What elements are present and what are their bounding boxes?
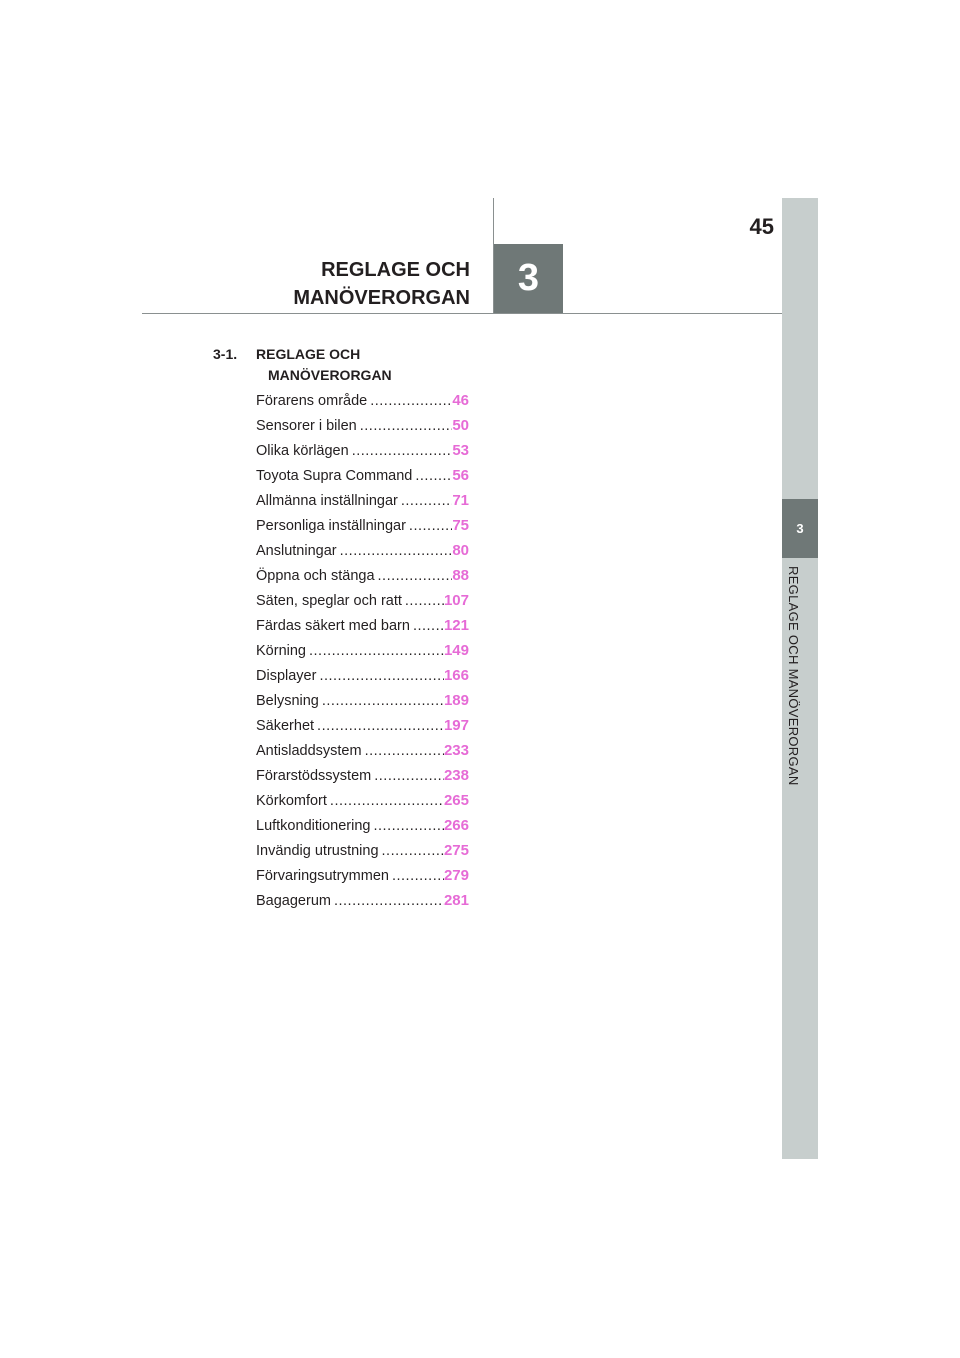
toc-dot-leader: [398, 493, 452, 509]
toc-entry[interactable]: [256, 767, 469, 792]
toc-entry-title: Förarens område: [256, 393, 368, 409]
toc-entry[interactable]: [256, 817, 469, 842]
toc-entry-title: Luftkonditionering: [256, 818, 371, 834]
toc-dot-leader: [362, 743, 444, 759]
toc-dot-leader: [389, 868, 444, 884]
toc-entry-page-link[interactable]: 107: [443, 592, 469, 609]
toc-entry[interactable]: [256, 542, 469, 567]
toc-entry-title: Olika körlägen: [256, 443, 349, 459]
toc-entry-title: Förvaringsutrymmen: [256, 868, 389, 884]
toc-entry-page-link[interactable]: 71: [452, 492, 469, 509]
toc-entry[interactable]: [256, 642, 469, 667]
toc-dot-leader: [306, 643, 444, 659]
toc-dot-leader: [316, 668, 444, 684]
toc-section-number: 3-1.: [213, 346, 238, 362]
toc-dot-leader: [349, 443, 453, 459]
toc-entry-title: Bagagerum: [256, 893, 331, 909]
toc-dot-leader: [402, 593, 444, 609]
chapter-number-box: 3: [494, 244, 563, 313]
toc-entry-page-link[interactable]: 233: [443, 742, 469, 759]
toc-dot-leader: [314, 718, 444, 734]
toc-entry[interactable]: [256, 392, 469, 417]
side-thumb-tab[interactable]: 3: [782, 499, 818, 558]
toc-dot-leader: [319, 693, 444, 709]
toc-dot-leader: [406, 518, 452, 534]
toc-entry[interactable]: [256, 617, 469, 642]
toc-entry-page-link[interactable]: 197: [443, 717, 469, 734]
chapter-title-line1: REGLAGE OCH: [321, 259, 470, 281]
toc-entry[interactable]: [256, 492, 469, 517]
toc-entry[interactable]: [256, 792, 469, 817]
toc-entry-title: Anslutningar: [256, 543, 337, 559]
toc-entry-title: Toyota Supra Command: [256, 468, 413, 484]
toc-entry[interactable]: [256, 867, 469, 892]
toc-dot-leader: [412, 468, 452, 484]
toc-entry-page-link[interactable]: 50: [452, 417, 469, 434]
toc-entry-page-link[interactable]: 56: [452, 467, 469, 484]
side-thumb-label: REGLAGE OCH MANÖVERORGAN: [786, 566, 801, 786]
toc-dot-leader: [379, 843, 444, 859]
toc-entry-page-link[interactable]: 265: [443, 792, 469, 809]
table-of-contents: [213, 344, 469, 917]
toc-section-heading: [213, 344, 469, 386]
toc-dot-leader: [371, 768, 444, 784]
toc-entry[interactable]: [256, 667, 469, 692]
toc-section-title-line1: REGLAGE OCH: [256, 346, 361, 362]
toc-entry[interactable]: [256, 592, 469, 617]
toc-entry-title: Körkomfort: [256, 793, 327, 809]
header-horizontal-rule: [142, 313, 782, 314]
toc-section-title: [256, 344, 426, 386]
toc-dot-leader: [327, 793, 444, 809]
toc-entry-title: Personliga inställningar: [256, 518, 406, 534]
toc-entry[interactable]: [256, 692, 469, 717]
toc-entry-page-link[interactable]: 149: [443, 642, 469, 659]
toc-entry-page-link[interactable]: 53: [452, 442, 469, 459]
toc-dot-leader: [367, 393, 452, 409]
toc-dot-leader: [375, 568, 453, 584]
toc-entry-title: Säkerhet: [256, 718, 315, 734]
toc-entry[interactable]: [256, 467, 469, 492]
toc-entry-page-link[interactable]: 88: [452, 567, 469, 584]
toc-entry-title: Förarstödssystem: [256, 768, 372, 784]
toc-dot-leader: [331, 893, 444, 909]
toc-entry-title: Allmänna inställningar: [256, 493, 398, 509]
toc-entry-title: Öppna och stänga: [256, 568, 375, 584]
toc-entry-page-link[interactable]: 166: [443, 667, 469, 684]
toc-entry[interactable]: [256, 742, 469, 767]
toc-entry-page-link[interactable]: 189: [443, 692, 469, 709]
chapter-title-line2: MANÖVERORGAN: [293, 287, 470, 309]
chapter-title: [250, 256, 470, 312]
toc-entry[interactable]: [256, 417, 469, 442]
toc-entry-page-link[interactable]: 279: [443, 867, 469, 884]
toc-entry-title: Sensorer i bilen: [256, 418, 357, 434]
toc-section-title-line2: MANÖVERORGAN: [268, 367, 392, 383]
toc-entry-page-link[interactable]: 266: [443, 817, 469, 834]
toc-entry[interactable]: [256, 892, 469, 917]
toc-entry-page-link[interactable]: 121: [443, 617, 469, 634]
toc-dot-leader: [370, 818, 443, 834]
toc-entry-title: Körning: [256, 643, 306, 659]
toc-entry-title: Invändig utrustning: [256, 843, 379, 859]
toc-entry-title: Säten, speglar och ratt: [256, 593, 402, 609]
toc-entry-title: Färdas säkert med barn: [256, 618, 410, 634]
toc-entry-title: Belysning: [256, 693, 319, 709]
toc-dot-leader: [337, 543, 453, 559]
toc-entry-title: Displayer: [256, 668, 317, 684]
toc-entry-page-link[interactable]: 75: [452, 517, 469, 534]
page-number: 45: [749, 214, 774, 239]
toc-entry-page-link[interactable]: 281: [443, 892, 469, 909]
toc-entry[interactable]: [256, 517, 469, 542]
toc-dot-leader: [410, 618, 444, 634]
toc-entry[interactable]: [256, 442, 469, 467]
toc-entry-page-link[interactable]: 46: [452, 392, 469, 409]
toc-entry[interactable]: [256, 717, 469, 742]
toc-entry-page-link[interactable]: 238: [443, 767, 469, 784]
toc-entry[interactable]: [256, 842, 469, 867]
toc-entry-page-link[interactable]: 275: [443, 842, 469, 859]
toc-entry-page-link[interactable]: 80: [452, 542, 469, 559]
toc-dot-leader: [357, 418, 453, 434]
toc-entry-list: [213, 392, 469, 917]
toc-entry-title: Antisladdsystem: [256, 743, 362, 759]
toc-entry[interactable]: [256, 567, 469, 592]
